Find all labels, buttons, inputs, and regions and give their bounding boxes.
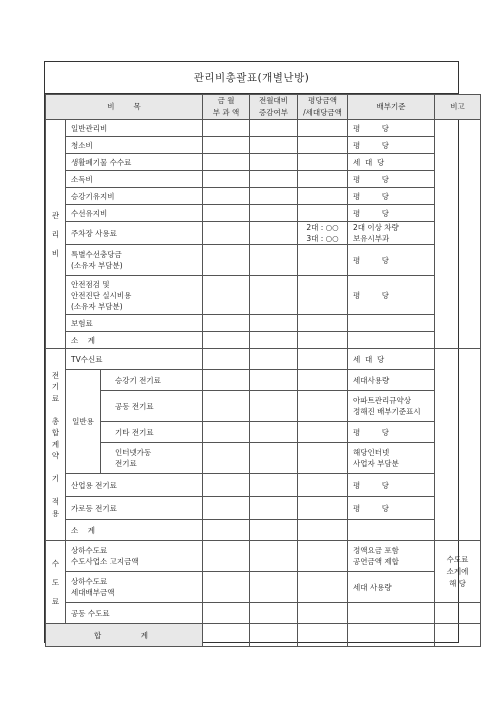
total-row (46, 624, 481, 647)
group-elec: 전 기 료 총 합 계 약 기 적 용 (46, 349, 66, 541)
per-unit-cell[interactable] (298, 497, 348, 520)
per-unit-cell[interactable] (298, 520, 348, 541)
prev-cell[interactable] (250, 541, 298, 572)
row-item: 생활폐기물 수수료 (66, 154, 203, 171)
prev-cell[interactable] (250, 154, 298, 171)
note-cell[interactable] (435, 624, 481, 647)
amount-cell[interactable] (203, 205, 250, 222)
prev-cell[interactable] (250, 188, 298, 205)
row-item: 수선유지비 (66, 205, 203, 222)
group-water: 수 도 료 (46, 541, 66, 624)
form-frame (44, 61, 469, 643)
row-item: 가로등 전기료 (66, 497, 203, 520)
prev-cell[interactable] (250, 171, 298, 188)
amount-cell[interactable] (203, 276, 250, 315)
amount-cell[interactable] (203, 154, 250, 171)
per-unit-cell[interactable] (298, 188, 348, 205)
total-label: 합 계 (46, 624, 203, 647)
table-row (46, 137, 481, 154)
amount-cell[interactable] (203, 349, 250, 370)
basis-cell[interactable] (348, 624, 435, 647)
prev-cell[interactable] (250, 349, 298, 370)
group-mgmt: 관 리 비 (46, 120, 66, 349)
basis-cell: 세대 사용량 (348, 572, 435, 603)
prev-cell[interactable] (250, 624, 298, 647)
basis-cell: 평 당 (348, 137, 435, 154)
prev-cell[interactable] (250, 443, 298, 474)
prev-cell[interactable] (250, 520, 298, 541)
table-row (46, 171, 481, 188)
prev-cell[interactable] (250, 276, 298, 315)
subtotal-label: 소 계 (66, 332, 203, 349)
amount-cell[interactable] (203, 624, 250, 647)
basis-cell[interactable] (348, 520, 435, 541)
per-unit-cell[interactable] (298, 349, 348, 370)
table-row (46, 205, 481, 222)
per-unit-cell: 2대 : ○○ 3대 : ○○ (298, 222, 348, 245)
prev-cell[interactable] (250, 205, 298, 222)
table-row (46, 520, 481, 541)
row-item: 상하수도료 세대배부금액 (66, 572, 203, 603)
table-row (46, 572, 481, 603)
form-title: 관리비총괄표(개별난방) (45, 62, 458, 94)
per-unit-cell[interactable] (298, 603, 348, 624)
basis-cell: 정액요금 포함 공연금액 제합 (348, 541, 435, 572)
col-note: 비고 (435, 95, 481, 120)
basis-cell: 세 대 당 (348, 154, 435, 171)
per-unit-cell[interactable] (298, 332, 348, 349)
table-row (46, 391, 481, 422)
row-item: 소독비 (66, 171, 203, 188)
col-per-unit: 평당금액 /세대당금액 (298, 95, 348, 120)
amount-cell[interactable] (203, 572, 250, 603)
basis-cell: 세 대 당 (348, 349, 435, 370)
prev-cell[interactable] (250, 120, 298, 137)
prev-cell[interactable] (250, 222, 298, 245)
col-prev: 전월대비 증감여부 (250, 95, 298, 120)
basis-cell: 세대사용량 (348, 370, 435, 391)
per-unit-cell[interactable] (298, 624, 348, 647)
prev-cell[interactable] (250, 245, 298, 276)
basis-cell: 평 당 (348, 120, 435, 137)
per-unit-cell[interactable] (298, 154, 348, 171)
per-unit-cell[interactable] (298, 171, 348, 188)
basis-cell[interactable] (348, 315, 435, 332)
note-cell[interactable] (435, 120, 481, 349)
row-item: 특별수선충당금 (소유자 부담분) (66, 245, 203, 276)
col-item: 비 목 (46, 95, 203, 120)
table-row (46, 370, 481, 391)
basis-cell[interactable] (348, 332, 435, 349)
basis-cell: 평 당 (348, 497, 435, 520)
table-row (46, 245, 481, 276)
cost-table (45, 94, 481, 647)
row-item: 기타 전기료 (101, 422, 203, 443)
per-unit-cell[interactable] (298, 370, 348, 391)
table-row (46, 332, 481, 349)
table-row (46, 422, 481, 443)
prev-cell[interactable] (250, 474, 298, 497)
amount-cell[interactable] (203, 222, 250, 245)
amount-cell[interactable] (203, 497, 250, 520)
row-item: 청소비 (66, 137, 203, 154)
prev-cell[interactable] (250, 572, 298, 603)
header-row (46, 95, 481, 120)
subtotal-label: 소 계 (66, 520, 203, 541)
table-row (46, 443, 481, 474)
table-row (46, 188, 481, 205)
per-unit-cell[interactable] (298, 391, 348, 422)
table-row (46, 276, 481, 315)
basis-cell[interactable] (348, 603, 435, 624)
row-item: 안전점검 및 안전진단 실시비용 (소유자 부담분) (66, 276, 203, 315)
row-item: 보험료 (66, 315, 203, 332)
basis-cell: 평 당 (348, 188, 435, 205)
table-row (46, 222, 481, 245)
basis-cell: 평 당 (348, 205, 435, 222)
table-row (46, 315, 481, 332)
per-unit-cell[interactable] (298, 205, 348, 222)
col-amount: 금 월 부 과 액 (203, 95, 250, 120)
basis-cell: 평 당 (348, 276, 435, 315)
amount-cell[interactable] (203, 603, 250, 624)
per-unit-cell[interactable] (298, 541, 348, 572)
basis-cell: 평 당 (348, 171, 435, 188)
prev-cell[interactable] (250, 497, 298, 520)
basis-cell: 평 당 (348, 474, 435, 497)
amount-cell[interactable] (203, 188, 250, 205)
basis-cell: 평 당 (348, 422, 435, 443)
water-note: 수도료 소계에 해 당 (435, 541, 481, 603)
basis-cell: 아파트관리규약상 정해진 배부기준표시 (348, 391, 435, 422)
prev-cell[interactable] (250, 332, 298, 349)
row-item: 공동 전기료 (101, 391, 203, 422)
per-unit-cell[interactable] (298, 276, 348, 315)
amount-cell[interactable] (203, 520, 250, 541)
amount-cell[interactable] (203, 171, 250, 188)
row-item: 상하수도료 수도사업소 고지금액 (66, 541, 203, 572)
amount-cell[interactable] (203, 370, 250, 391)
note-cell[interactable] (435, 603, 481, 624)
amount-cell[interactable] (203, 137, 250, 154)
prev-cell[interactable] (250, 422, 298, 443)
per-unit-cell[interactable] (298, 474, 348, 497)
row-item: 산업용 전기료 (66, 474, 203, 497)
row-item: 인터넷가동 전기료 (101, 443, 203, 474)
basis-cell: 평 당 (348, 245, 435, 276)
prev-cell[interactable] (250, 370, 298, 391)
basis-cell: 2대 이상 차량 보유시부과 (348, 222, 435, 245)
amount-cell[interactable] (203, 541, 250, 572)
sub-group-general: 일반용 (66, 370, 101, 474)
amount-cell[interactable] (203, 120, 250, 137)
prev-cell[interactable] (250, 315, 298, 332)
per-unit-cell[interactable] (298, 120, 348, 137)
table-row (46, 474, 481, 497)
row-item: 승강기 전기료 (101, 370, 203, 391)
row-item: 주차장 사용료 (66, 222, 203, 245)
amount-cell[interactable] (203, 443, 250, 474)
per-unit-cell[interactable] (298, 572, 348, 603)
amount-cell[interactable] (203, 422, 250, 443)
amount-cell[interactable] (203, 332, 250, 349)
table-row (46, 120, 481, 137)
row-item: 공동 수도료 (66, 603, 203, 624)
basis-cell: 해당인터넷 사업자 부담분 (348, 443, 435, 474)
amount-cell[interactable] (203, 474, 250, 497)
row-item: 승강기유지비 (66, 188, 203, 205)
row-item: TV수신료 (66, 349, 203, 370)
per-unit-cell[interactable] (298, 443, 348, 474)
table-row (46, 154, 481, 171)
amount-cell[interactable] (203, 391, 250, 422)
per-unit-cell[interactable] (298, 245, 348, 276)
per-unit-cell[interactable] (298, 137, 348, 154)
table-row (46, 603, 481, 624)
per-unit-cell[interactable] (298, 315, 348, 332)
amount-cell[interactable] (203, 245, 250, 276)
per-unit-cell[interactable] (298, 422, 348, 443)
table-row (46, 541, 481, 572)
prev-cell[interactable] (250, 391, 298, 422)
row-item: 일반관리비 (66, 120, 203, 137)
table-row (46, 497, 481, 520)
prev-cell[interactable] (250, 137, 298, 154)
amount-cell[interactable] (203, 315, 250, 332)
table-row (46, 349, 481, 370)
prev-cell[interactable] (250, 603, 298, 624)
col-basis: 배부기준 (348, 95, 435, 120)
note-cell[interactable] (435, 349, 481, 541)
